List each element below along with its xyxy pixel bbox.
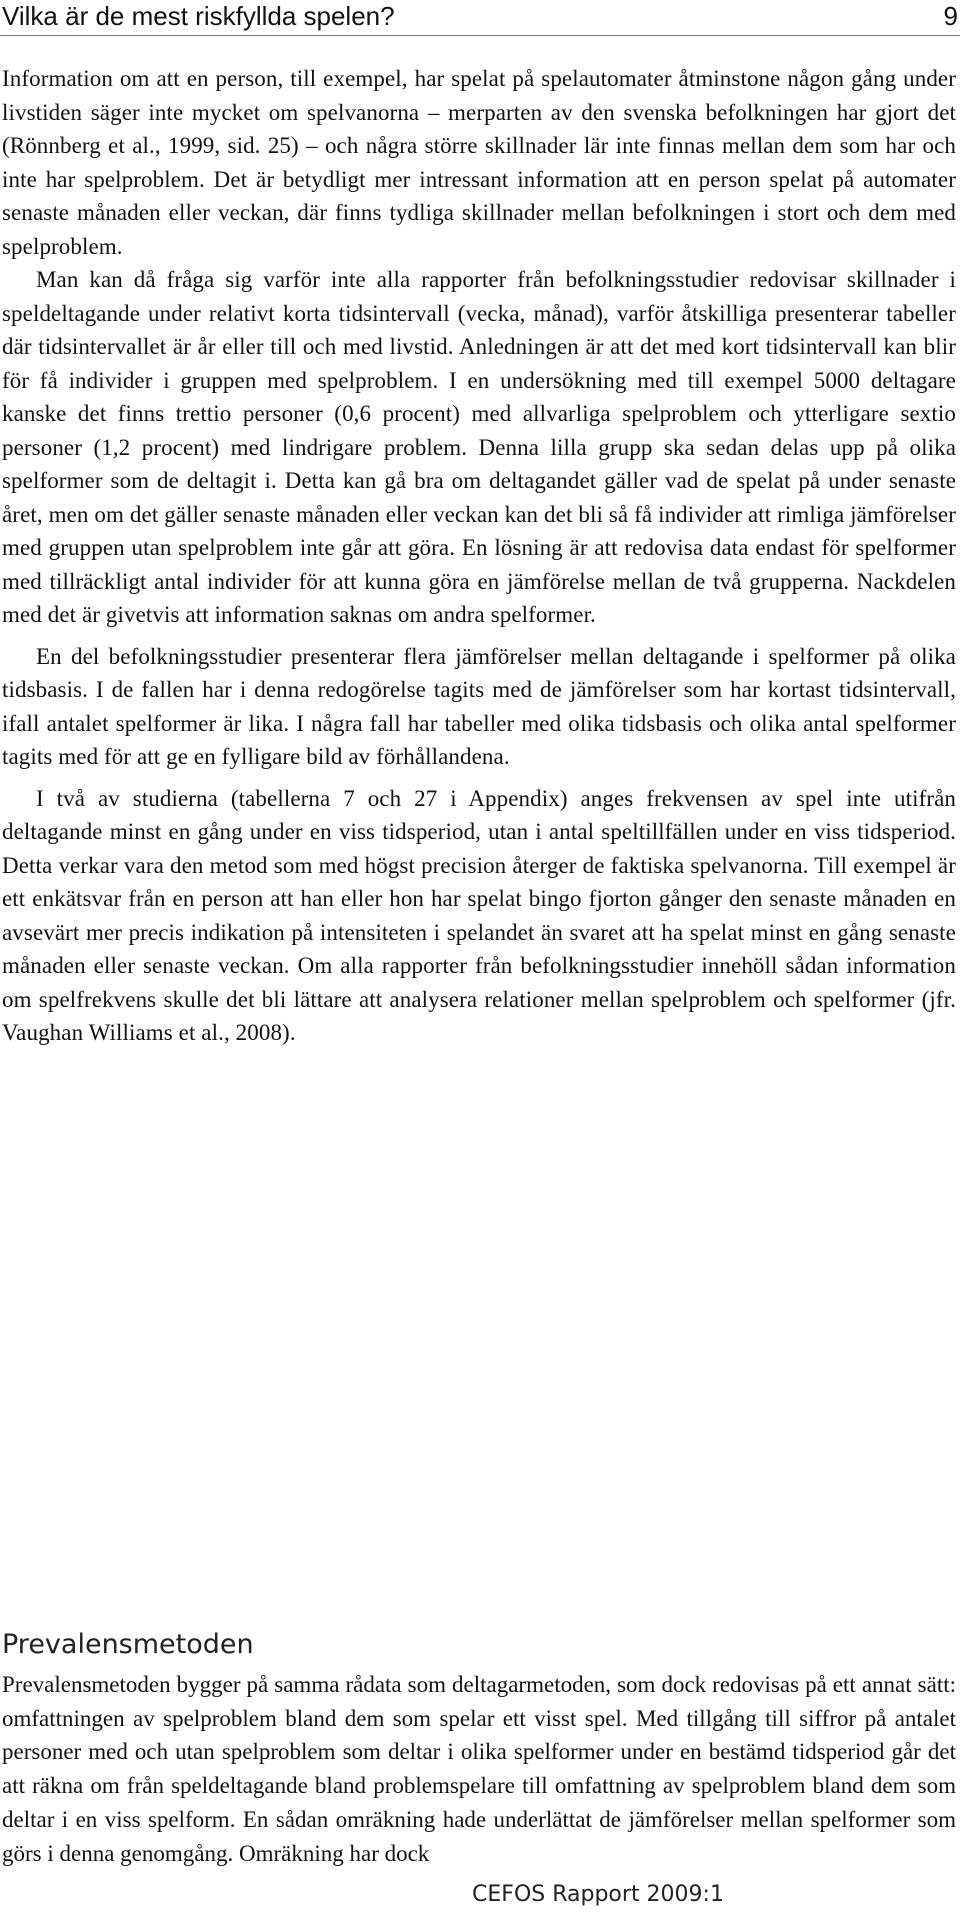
section-heading: Prevalensmetoden [2, 1629, 254, 1660]
paragraph-4: I två av studierna (tabellerna 7 och 27 i Appendix) anges frekvensen av spel inte utifrån deltagande minst en gång under en viss tidsperiod, utan i antal speltillfällen under en viss tidsperiod. Detta verkar vara den metod som med högst precision återger de faktiska spelvanorna. Till exempel är ett enkätsvar från en person att han eller hon har spelat bingo fjorton gånger den senaste månaden en avsevärt mer precis indikation på intensiteten i spelandet än svaret att ha spelat minst en gång senaste månaden eller senaste veckan. Om alla rapporter från befolkningsstudier innehöll sådan information om spelfrekvens skulle det bli lättare att analysera relationer mellan spelproblem och spelformer (jfr. Vaughan Williams et al., 2008). [2, 785, 956, 1045]
footer-text: CEFOS Rapport 2009:1 [472, 1882, 724, 1907]
paragraph-1: Information om att en person, till exempel, har spelat på spelautomater åtminstone någon gång under livstiden säger inte mycket om spelvanorna – merparten av den svenska befolkningen har gjort det (Rönnberg et al., 1999, sid. 25) – och några större skillnader lär inte finnas mellan dem som har och inte har spelproblem. Det är betydligt mer intressant information att en person spelat på automater senaste månaden eller veckan, där finns tydliga skillnader mellan befolkningen i stort och dem med spelproblem. [2, 66, 956, 259]
header-title: Vilka är de mest riskfyllda spelen? [2, 1, 395, 31]
running-header [0, 0, 960, 36]
running-footer [0, 1880, 960, 1910]
paragraph-2: Man kan då fråga sig varför inte alla rapporter från befolkningsstudier redovisar skillnader i speldeltagande under relativt korta tidsintervall (vecka, månad), varför åtskilliga presenterar tabeller där tidsintervallet är år eller till och med livstid. Anledningen är att det med kort tidsintervall kan blir för få individer i gruppen med spelproblem. I en undersökning med till exempel 5000 deltagare kanske det finns trettio personer (0,6 procent) med allvarliga spelproblem och ytterligare sextio personer (1,2 procent) med lindrigare problem. Denna lilla grupp ska sedan delas upp på olika spelformer som de deltagit i. Detta kan gå bra om deltagandet gäller vad de spelat på under senaste året, men om det gäller senaste månaden eller veckan kan det bli så få individer att rimliga jämförelser med gruppen utan spelproblem inte går att göra. En lösning är att redovisa data endast för spelformer med tillräckligt antal individer för att kunna göra en jämförelse mellan de två grupperna. Nackdelen med det är givetvis att information saknas om andra spelformer. [2, 267, 956, 627]
body-text [2, 62, 956, 1050]
page-number: 9 [943, 1, 958, 31]
section-paragraph: Prevalensmetoden bygger på samma rådata som deltagarmetoden, som dock redovisas på ett annat sätt: omfattningen av spelproblem bland dem som spelar ett visst spel. Med tillgång till siffror på antalet personer med och utan spelproblem som deltar i olika spelformer under en bestämd tidsperiod går det att räkna om från speldeltagande bland problemspelare till omfattning av spelproblem bland dem som deltar i en viss spelform. En sådan omräkning hade underlättat de jämförelser mellan spelformer som görs i denna genomgång. Omräkning har dock [2, 1672, 956, 1866]
section-text [2, 1668, 956, 1870]
paragraph-3: En del befolkningsstudier presenterar flera jämförelser mellan deltagande i spelformer på olika tidsbasis. I de fallen har i denna redogörelse tagits med de jämförelser som har kortast tidsintervall, ifall antalet spelformer är lika. I några fall har tabeller med olika tidsbasis och olika antal spelformer tagits med för att ge en fylligare bild av förhållandena. [2, 643, 956, 769]
